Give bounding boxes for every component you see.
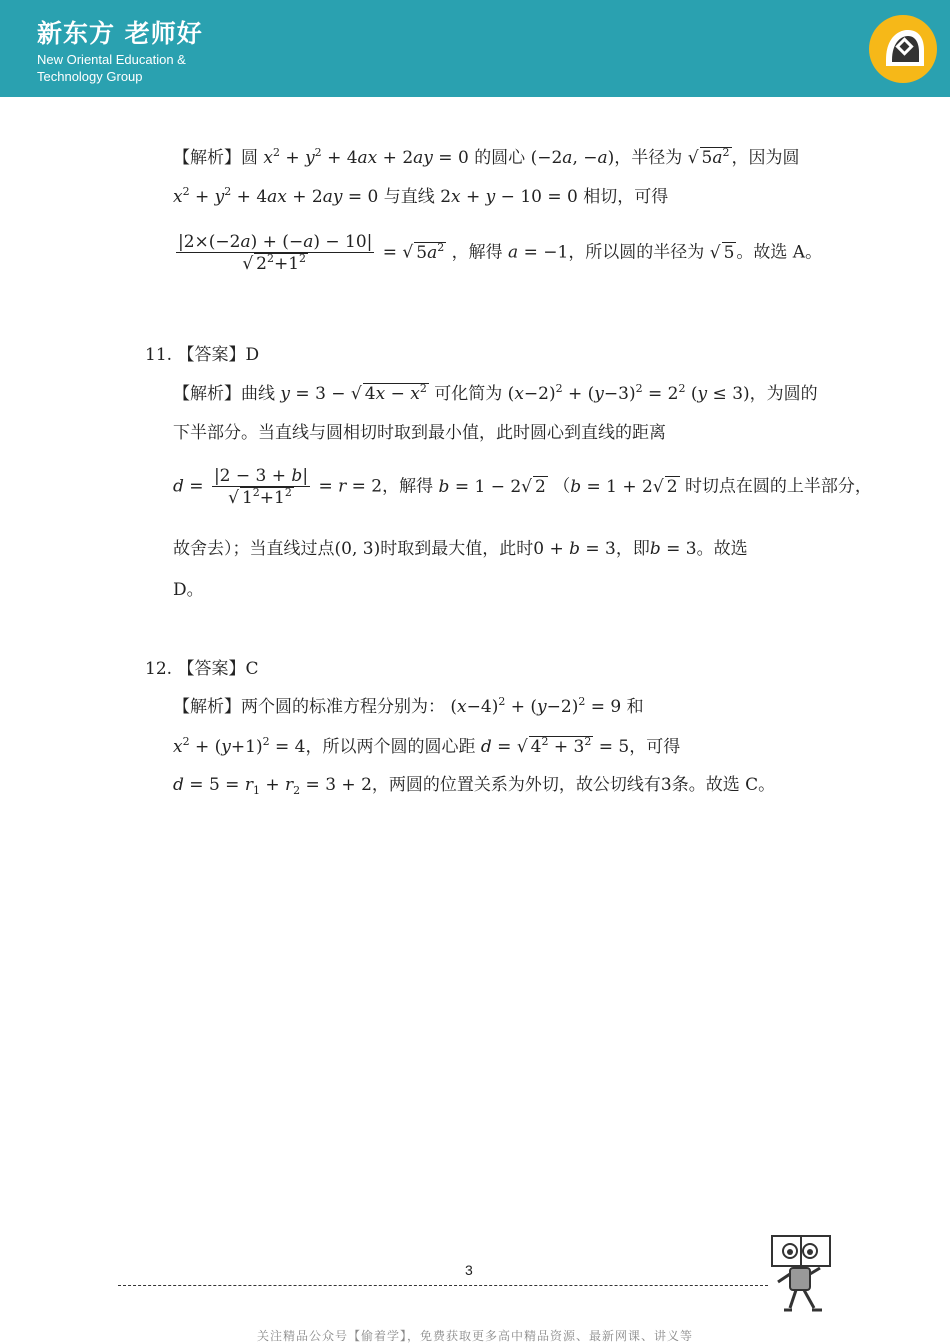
formula: $x^2 + y^2 + 4ax + 2ay = 0$: [173, 185, 379, 207]
page-number: 3: [465, 1262, 473, 1278]
answer-tag: 【答案】: [177, 659, 246, 679]
distance-fraction: $\frac{|2 - 3 + b|}{√ 1^2+1^2}$: [213, 466, 309, 508]
analysis-tag: 【解析】: [173, 697, 241, 717]
formula: (−2a, −a): [530, 148, 615, 168]
formula: y = 3 − √ $4x - x^2$: [280, 382, 427, 404]
formula: $d = 5 = r_1 + r_2 = 3 + 2$: [173, 775, 372, 797]
q11-analysis-line3: d = $\frac{|2 - 3 + b|}{√ 1^2+1^2}$ = r = 2，解得 b = 1 − 2√ 2 （b = 1 + 2√ 2 时切点在圆的上半部分，: [173, 466, 872, 508]
formula: b = 3: [649, 539, 697, 559]
q11-analysis-line2: 下半部分。当直线与圆相切时取到最小值，此时圆心到直线的距离: [173, 423, 666, 443]
q12-analysis-line2: $x^2 + (y+1)^2 = 4$，所以两个圆的圆心距 d = √ $4^2 + 3^2 = 5$，可得: [173, 735, 681, 757]
q11-analysis-line4: 故舍去）；当直线过点(0, 3)时取到最大值，此时0 + b = 3，即b = 3。故选: [173, 539, 748, 559]
formula: $(x-4)^2 + (y-2)^2 = 9$: [450, 695, 622, 717]
footer-divider: [118, 1285, 768, 1286]
formula: b = 1 + 2√ 2: [570, 476, 678, 497]
formula: 2x + y − 10 = 0: [440, 187, 578, 207]
question-number: 12.: [145, 659, 173, 679]
formula: d = √ $4^2 + 3^2 = 5$: [480, 735, 630, 757]
formula: 0 + b = 3: [533, 539, 616, 559]
formula: √ $5a^2$: [687, 146, 730, 168]
q10-analysis-line1: 【解析】圆 $x^2 + y^2 + 4ax + 2ay = 0$ 的圆心 (−2a, −a)，半径为 √ $5a^2$ ，因为圆: [173, 146, 800, 168]
reading-mascot-icon: [764, 1232, 836, 1314]
brand-name-cn: 新东方 老师好: [37, 19, 203, 48]
q12-answer-line: [145, 659, 258, 679]
formula: $(x-2)^2 + (y-3)^2 = 2^2$ (y ≤ 3): [507, 382, 750, 404]
q11-answer-line: [145, 345, 259, 365]
q11-analysis-line5: D。: [173, 580, 204, 600]
footer-promo-text: 关注精品公众号【偷着学】，免费获取更多高中精品资源、最新网课、讲义等: [256, 1329, 693, 1343]
answer-value: C: [245, 659, 259, 679]
formula: √ 5: [709, 242, 735, 263]
formula: $x^2 + (y+1)^2 = 4$: [173, 735, 306, 757]
distance-fraction: $\frac{|2\times(-2a) + (-a) - 10|}{√ 2^2+1^2}$: [178, 232, 373, 274]
formula: a = −1: [508, 242, 569, 263]
q12-analysis-line3: $d = 5 = r_1 + r_2 = 3 + 2$，两圆的位置关系为外切，故公切线有3条。故选 C。: [173, 775, 776, 797]
formula: (0, 3): [334, 539, 381, 559]
q10-analysis-line2: $x^2 + y^2 + 4ax + 2ay = 0$ 与直线 2x + y − 10 = 0 相切，可得: [173, 185, 669, 207]
q12-analysis-line1: 【解析】两个圆的标准方程分别为： $(x-4)^2 + (y-2)^2 = 9$ 和: [173, 695, 644, 717]
analysis-tag: 【解析】: [173, 148, 241, 168]
brand-en-line2: Technology Group: [37, 69, 143, 84]
formula: $x^2 + y^2 + 4ax + 2ay = 0$: [263, 146, 469, 168]
q10-analysis-line3: $\frac{|2\times(-2a) + (-a) - 10|}{√ 2^2+1^2}$ = √ $5a^2$ ，解得 a = −1，所以圆的半径为 √ 5 。故选 A。: [178, 232, 823, 274]
answer-value: D: [245, 345, 260, 365]
answer-tag: 【答案】: [177, 345, 246, 365]
brand-en-line1: New Oriental Education &: [37, 52, 186, 67]
formula: b = 1 − 2√ 2: [438, 476, 546, 497]
question-number: 11.: [145, 345, 173, 365]
q11-analysis-line1: 【解析】曲线 y = 3 − √ $4x - x^2$ 可化简为 $(x-2)^2 + (y-3)^2 = 2^2$ (y ≤ 3)，为圆的: [173, 382, 818, 404]
analysis-tag: 【解析】: [173, 384, 241, 404]
